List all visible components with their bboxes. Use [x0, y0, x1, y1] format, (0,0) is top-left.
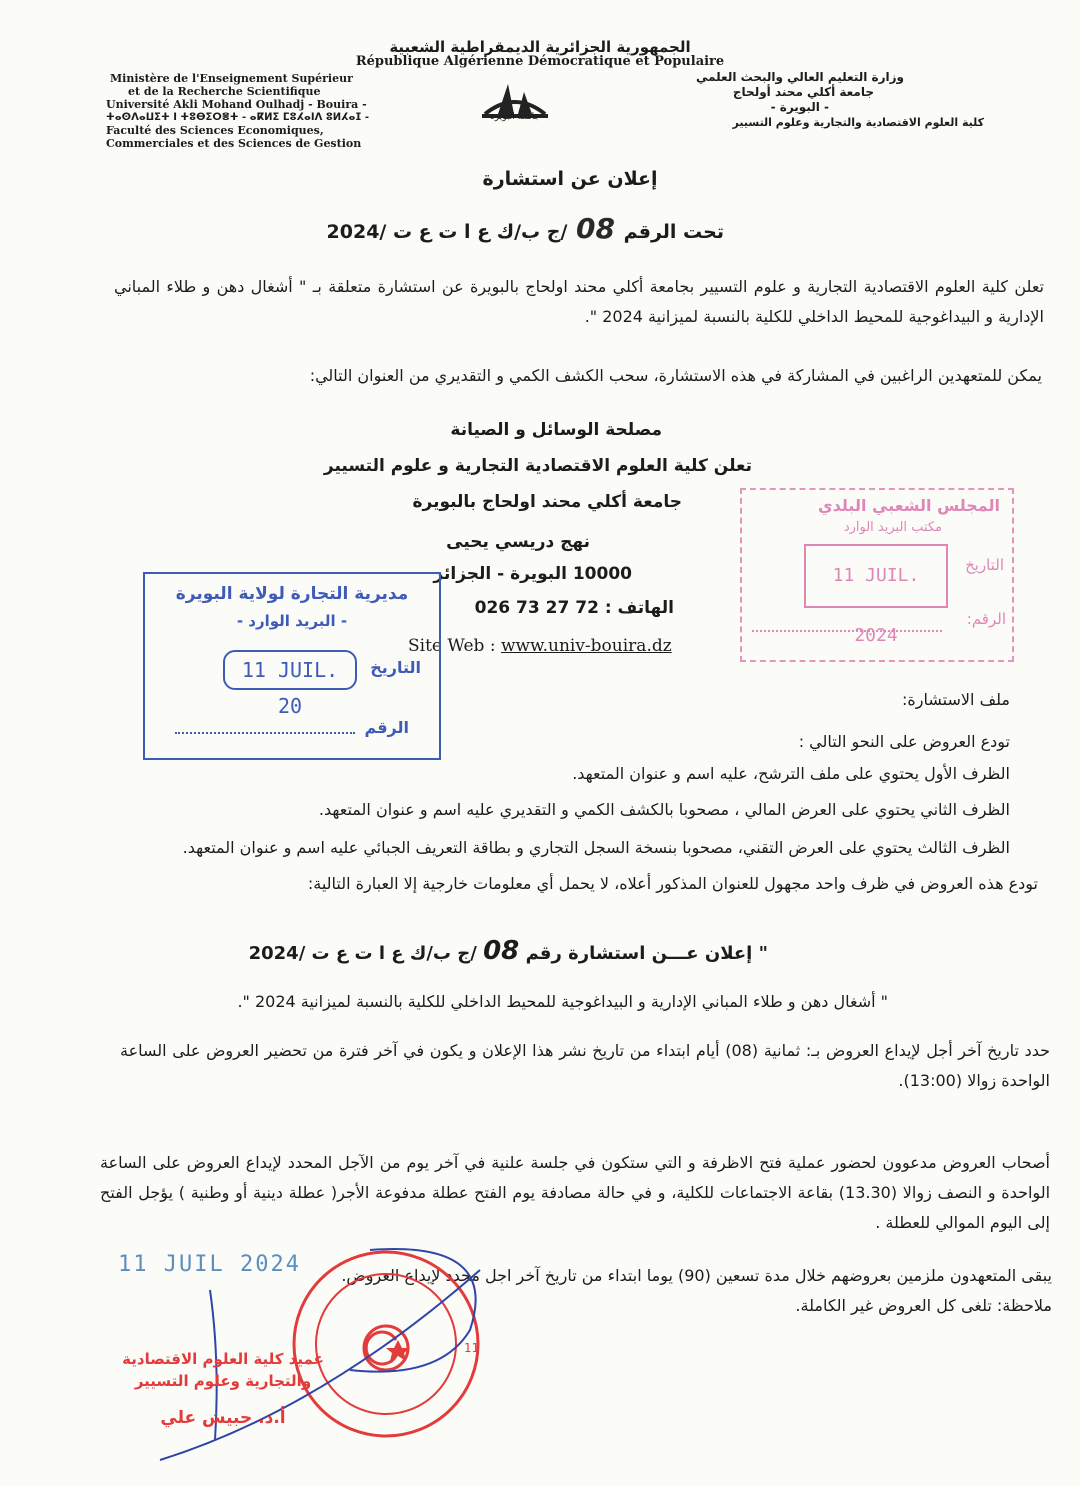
address-line: الهاتف : 72 27 73 026 — [474, 598, 674, 618]
document-title: إعلان عن استشارة — [482, 168, 658, 190]
quote-number: 08 — [483, 936, 520, 966]
dean-stamp — [118, 1350, 328, 1428]
header-right-line: وزارة التعليم العالي والبحث العلمي — [695, 70, 904, 84]
header-left-line: ⵜⴰⵙⴷⴰⵡⵉⵜ ⵏ ⵜⵓⴱⵉⵔⴻⵜ - ⴰⴽⵍⵉ ⵎⵓⵃⴰⵏⴷ ⵓⵍⵃⴰⵊ - — [106, 112, 370, 123]
file-line: تودع العروض على النحو التالي : — [798, 732, 1010, 751]
opening-paragraph: أصحاب العروض مدعوون لحضور عملية فتح الاظرفة و التي ستكون في جلسة علنية في آخر يوم من الآجل المحدد لإيداع العروض على الساعة الواحدة و النصف زوالا (13.30) بقاعة الاجتماعات للكلية، و في حالة مصادفة يوم الفتح عطلة مدفوعة الأجر( عطلة دينية أو وطنية ) يؤجل الفتح إلى اليوم الموالي للعطلة . — [100, 1153, 1051, 1232]
municipal-mail-stamp — [740, 488, 1014, 662]
stamp-line: - البريد الوارد - — [236, 612, 348, 630]
reference-line — [327, 212, 724, 245]
stamp-line: المجلس الشعبي البلدي — [817, 496, 1000, 515]
stamp-date-label: التاريخ — [965, 556, 1004, 574]
file-line: الظرف الأول يحتوي على ملف الترشح، عليه اسم و عنوان المتعهد. — [572, 764, 1010, 783]
address-line: تعلن كلية العلوم الاقتصادية التجارية و علوم التسيير — [323, 456, 752, 476]
file-line: الظرف الثاني يحتوي على العرض المالي ، مصحوبا بالكشف الكمي و التقديري عليه اسم و عنوان المتعهد. — [318, 800, 1010, 819]
website-link[interactable]: www.univ-bouira.dz — [500, 636, 672, 656]
dean-stamp-line: عميد كلية العلوم الاقتصادية — [122, 1350, 324, 1368]
header-right-block — [544, 70, 984, 130]
address-line: مصلحة الوسائل و الصيانة — [450, 420, 662, 440]
header-left-block — [106, 72, 436, 150]
header-right-line: جامعة أكلي محند أولحاج — [732, 85, 874, 99]
stamp-date: 11 JUIL. 20 — [223, 650, 357, 690]
header-left-line: Université Akli Mohand Oulhadj - Bouira - — [106, 98, 367, 111]
address-line: نهج دريسي يحيى — [446, 532, 590, 552]
deadline-paragraph: حدد تاريخ آخر أجل لإيداع العروض بـ: ثمانية (08) أيام ابتداء من تاريخ نشر هذا الإعلان و يكون في آخر فترة من تحضير العروض على الساعة الواحدة زوالا (13:00). — [120, 1041, 1051, 1090]
file-line: الظرف الثالث يحتوي على العرض التقني، مصحوبا بنسخة السجل التجاري و بطاقة التعريف الجبائي عليه اسم و عنوان المتعهد. — [182, 838, 1010, 857]
header-left-line: Faculté des Sciences Economiques, — [106, 124, 324, 137]
file-line: تودع هذه العروض في ظرف واحد مجهول للعنوان المذكور أعلاه، لا يحمل أي معلومات خارجية إلا العبارة التالية: — [307, 874, 1038, 893]
reference-prefix: تحت الرقم — [623, 221, 724, 243]
received-date-stamp: 11 JUIL 2024 — [118, 1252, 301, 1277]
website-line — [408, 636, 672, 656]
republic-french: République Algérienne Démocratique et Populaire — [355, 54, 725, 69]
reference-number: 08 — [576, 212, 615, 245]
header-right-line: - البويرة - — [770, 100, 829, 114]
note-line: ملاحظة: تلغى كل العروض غير الكاملة. — [795, 1296, 1052, 1315]
commerce-directorate-stamp — [143, 572, 441, 760]
reference-suffix: /ج ب/ك ع ا ت ع ت /2024 — [326, 221, 568, 243]
header-right-line: كلية العلوم الاقتصادية والتجارية وعلوم التسيير — [732, 116, 984, 129]
file-heading: ملف الاستشارة: — [902, 690, 1010, 709]
stamp-number-label: الرقم — [364, 718, 409, 737]
dean-name: أ.د. حبيش علي — [160, 1408, 286, 1428]
seal-number: 11 — [464, 1341, 480, 1355]
address-line: 10000 البويرة - الجزائر — [433, 564, 632, 584]
signature — [120, 1210, 520, 1470]
participation-line: يمكن للمتعهدين الراغبين في المشاركة في هذه الاستشارة، سحب الكشف الكمي و التقديري من العنوان التالي: — [309, 366, 1042, 385]
quote-prefix: " إعلان عـــن استشارة رقم — [525, 943, 768, 964]
quote-suffix: /ج ب/ك ع ا ت ع ت /2024 — [248, 943, 477, 964]
stamp-date-label: التاريخ — [370, 658, 421, 677]
header-left-line: et de la Recherche Scientifique — [128, 85, 321, 98]
dean-stamp-line: والتجارية وعلوم التسيير — [134, 1372, 312, 1390]
stamp-line: مكتب البريد الوارد — [843, 520, 942, 535]
header-left-line: Ministère de l'Enseignement Supérieur — [110, 72, 353, 85]
header-left-line: Commerciales et des Sciences de Gestion — [106, 137, 362, 150]
stamp-date: 11 JUIL. 2024 — [804, 544, 948, 608]
quote-subject: " أشغال دهن و طلاء المباني الإدارية و البيداغوجية للمحيط الداخلي للكلية بالنسبة لميزانية 2024 ". — [237, 992, 888, 1011]
address-line: جامعة أكلي محند اولحاج بالبويرة — [412, 492, 682, 512]
stamp-line: مديرية التجارة لولاية البويرة — [175, 584, 409, 604]
stamp-number-label: الرقم: — [966, 610, 1006, 628]
website-label: Site Web : — [408, 636, 501, 656]
quote-reference — [249, 936, 768, 966]
republic-arabic: الجمهورية الجزائرية الديمقراطية الشعبية — [389, 38, 691, 56]
announcement-paragraph: تعلن كلية العلوم الاقتصادية التجارية و علوم التسيير بجامعة أكلي محند اولحاج بالبويرة عن استشارة متعلقة بـ " أشغال دهن و طلاء المباني الإدارية و البيداغوجية للمحيط الداخلي للكلية بالنسبة لميزانية 2024 ". — [114, 277, 1044, 326]
logo-caption: جامعة البويرة — [490, 112, 540, 122]
validity-line: يبقى المتعهدون ملزمين بعروضهم خلال مدة تسعين (90) يوما ابتداء من تاريخ آخر اجل محدد لإيداع العروض. — [341, 1266, 1052, 1285]
